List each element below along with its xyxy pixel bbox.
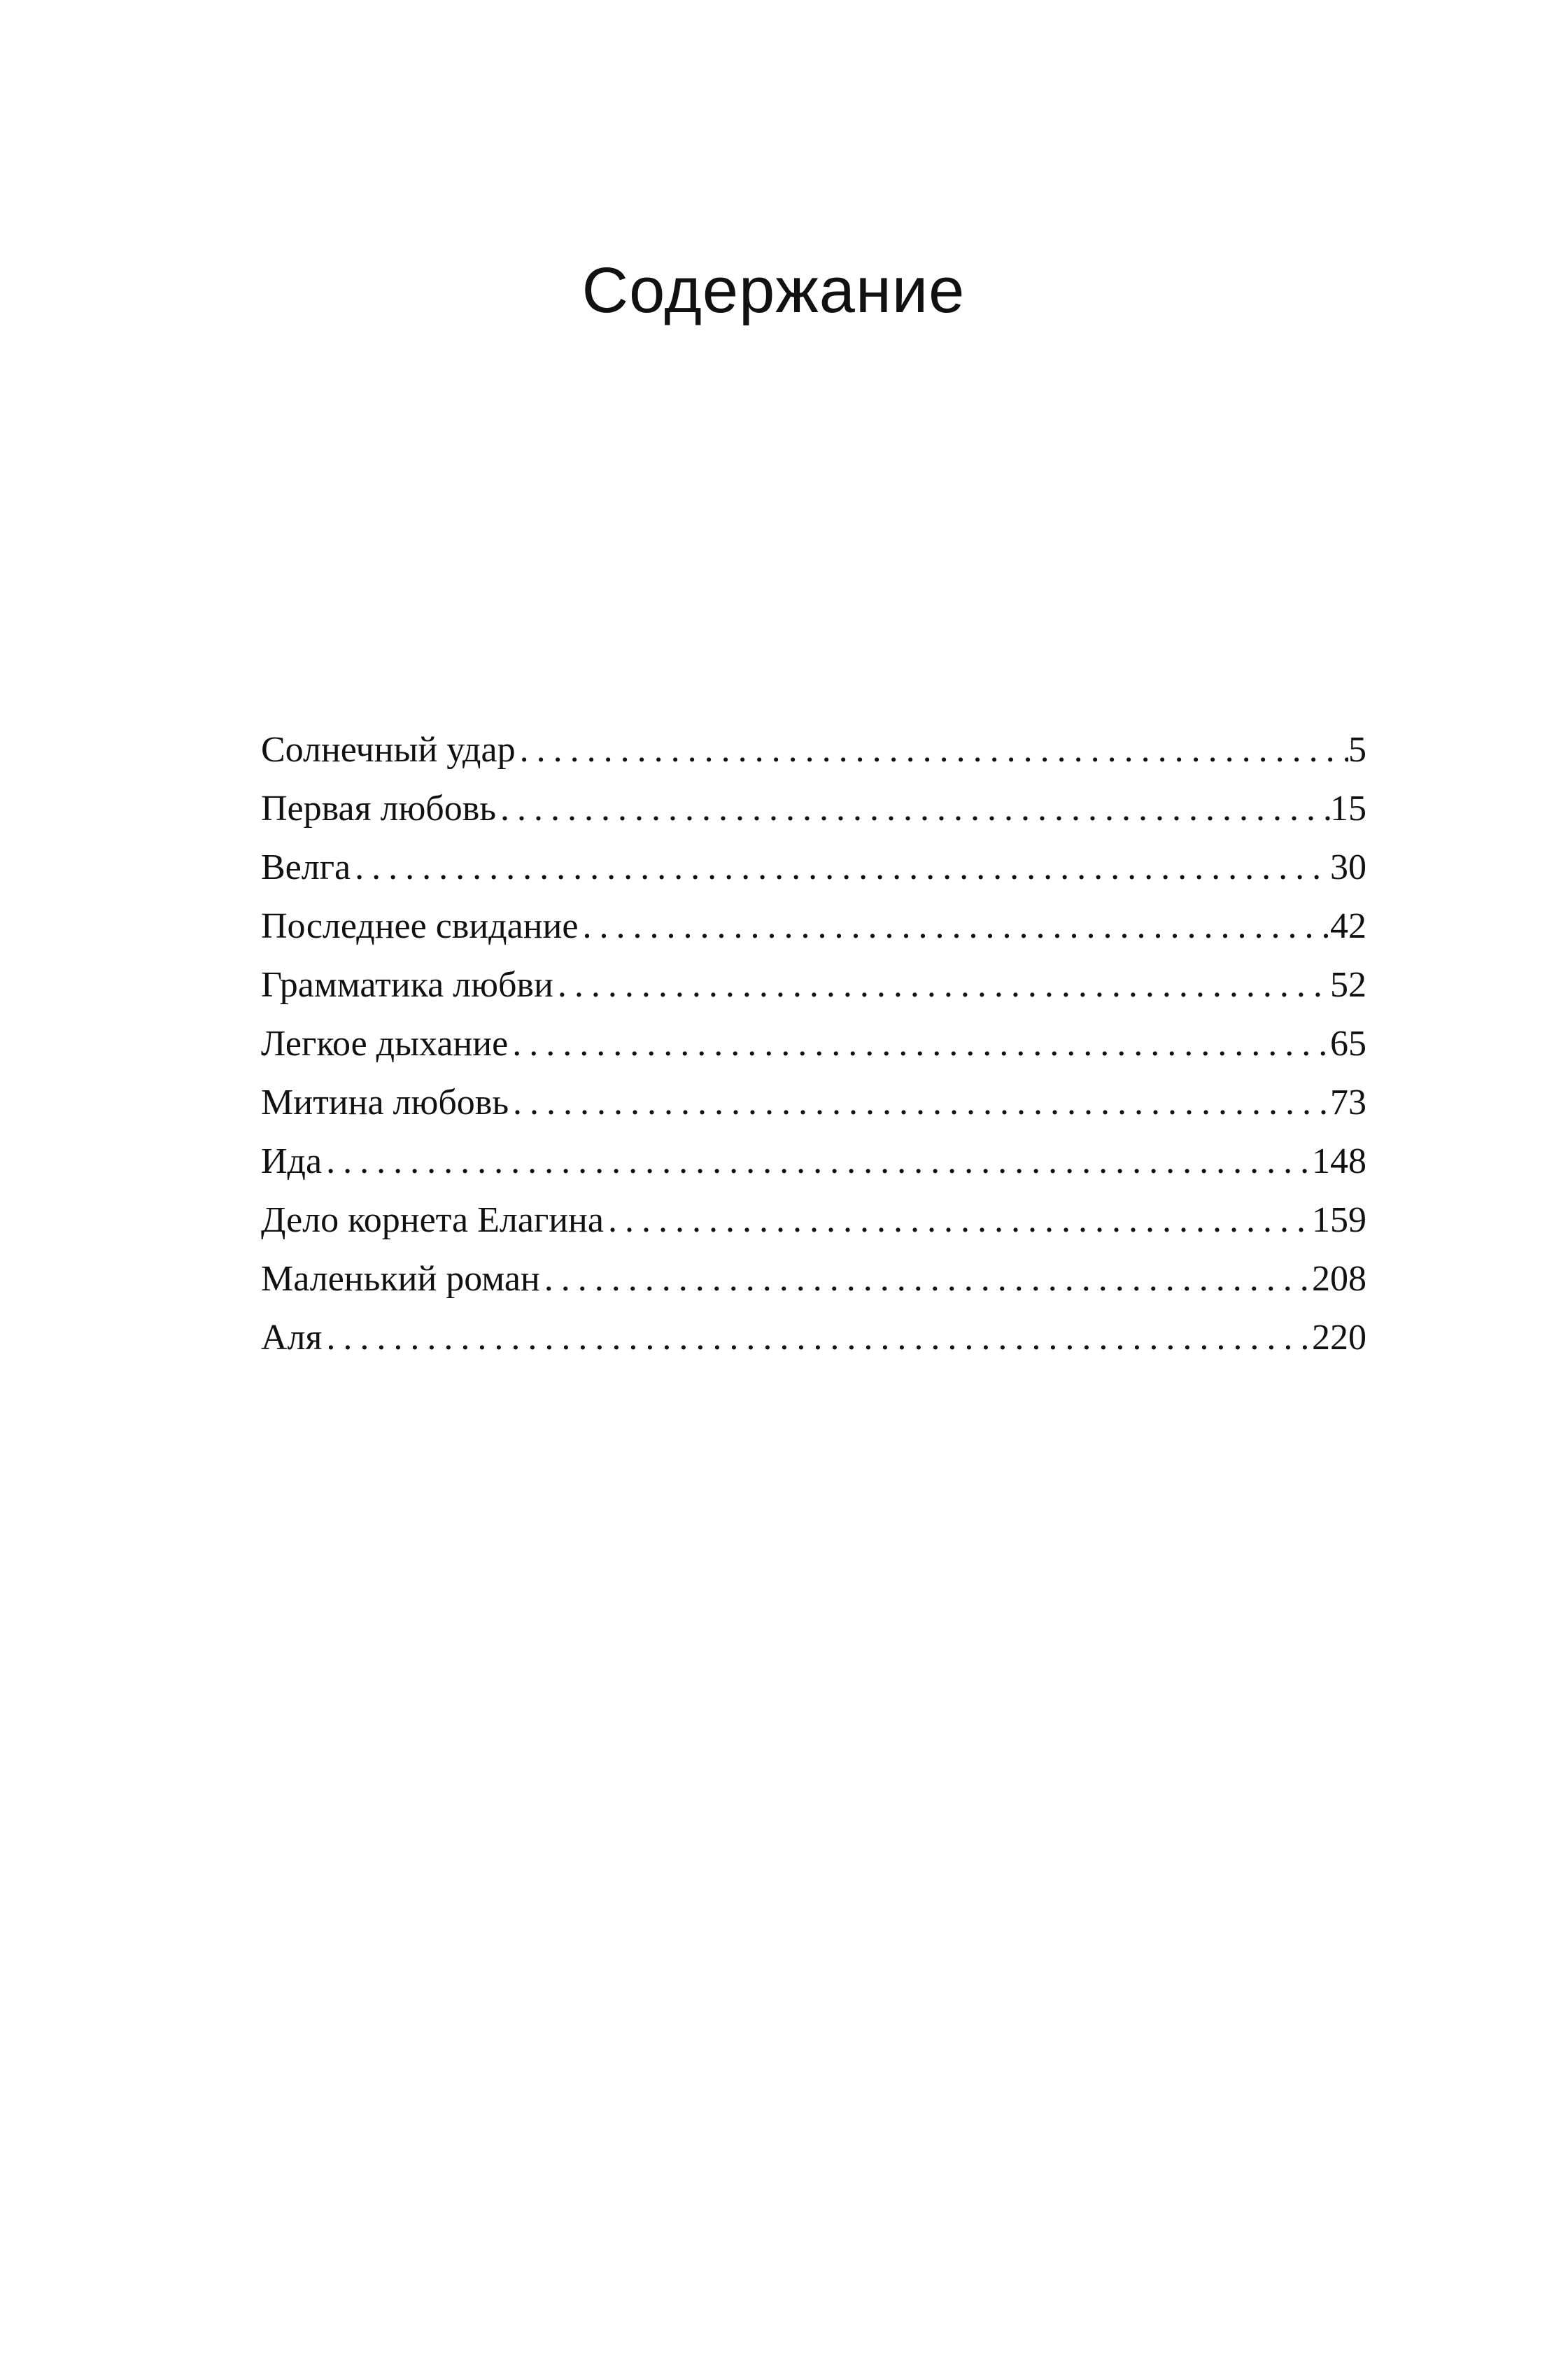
toc-entry-page: 159	[1312, 1200, 1366, 1240]
toc-entry[interactable]	[261, 897, 1366, 956]
toc-entry-page: 73	[1330, 1083, 1366, 1122]
toc-entry[interactable]	[261, 1015, 1366, 1073]
toc-entry-title: Последнее свидание	[261, 906, 579, 946]
table-of-contents	[261, 721, 1366, 1367]
toc-entry-title: Грамматика любви	[261, 965, 553, 1005]
toc-entry-page: 42	[1330, 906, 1366, 946]
toc-entry-title: Маленький роман	[261, 1259, 540, 1299]
dot-leader	[553, 956, 1330, 1015]
toc-entry[interactable]	[261, 956, 1366, 1015]
dot-leader	[540, 1250, 1312, 1309]
toc-entry[interactable]	[261, 1191, 1366, 1250]
toc-entry[interactable]	[261, 838, 1366, 897]
toc-entry-page: 65	[1330, 1024, 1366, 1064]
toc-entry[interactable]	[261, 1073, 1366, 1132]
dot-leader	[351, 838, 1330, 897]
dot-leader	[516, 721, 1348, 780]
toc-entry[interactable]	[261, 721, 1366, 780]
toc-entry-title: Первая любовь	[261, 789, 497, 829]
toc-entry-page: 30	[1330, 847, 1366, 887]
toc-entry-title: Митина любовь	[261, 1083, 509, 1122]
toc-entry-page: 5	[1348, 730, 1366, 770]
toc-entry[interactable]	[261, 1250, 1366, 1309]
dot-leader	[604, 1191, 1312, 1250]
dot-leader	[578, 897, 1330, 956]
toc-entry-title: Дело корнета Елагина	[261, 1200, 604, 1240]
toc-entry-page: 220	[1312, 1318, 1366, 1358]
toc-entry-page: 148	[1312, 1141, 1366, 1181]
toc-entry-page: 208	[1312, 1259, 1366, 1299]
toc-entry[interactable]	[261, 1132, 1366, 1191]
dot-leader	[322, 1309, 1312, 1367]
toc-entry[interactable]	[261, 780, 1366, 838]
toc-entry-title: Легкое дыхание	[261, 1024, 509, 1064]
dot-leader	[508, 1015, 1330, 1073]
toc-entry[interactable]	[261, 1309, 1366, 1367]
toc-entry-title: Велга	[261, 847, 351, 887]
toc-entry-title: Солнечный удар	[261, 730, 516, 770]
dot-leader	[322, 1132, 1312, 1191]
toc-entry-page: 15	[1330, 789, 1366, 829]
dot-leader	[509, 1073, 1330, 1132]
toc-entry-title: Аля	[261, 1318, 323, 1358]
toc-entry-page: 52	[1330, 965, 1366, 1005]
toc-entry-title: Ида	[261, 1141, 323, 1181]
dot-leader	[496, 780, 1330, 838]
page-title: Содержание	[581, 255, 966, 326]
